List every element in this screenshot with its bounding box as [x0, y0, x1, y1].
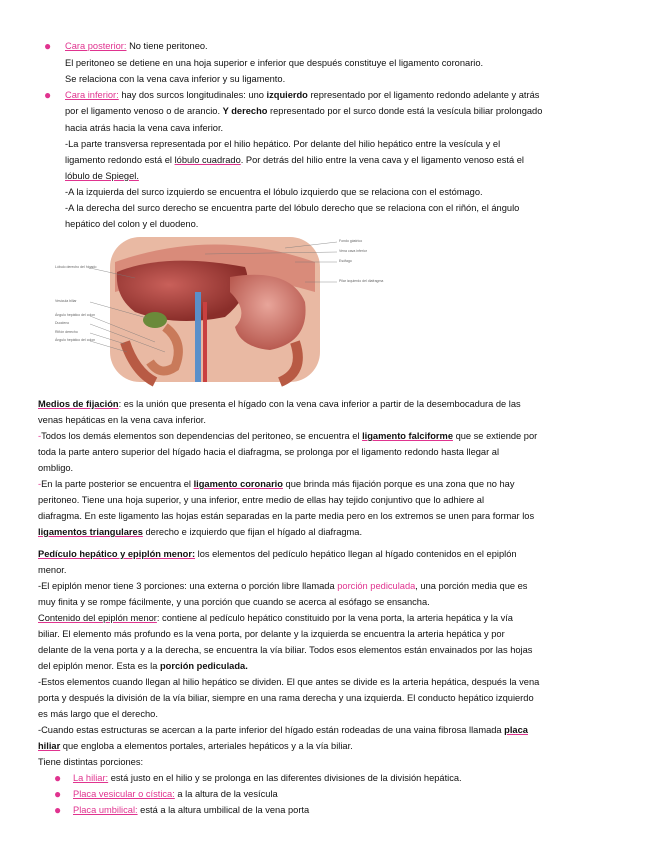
ligamentos-triangulares: ligamentos triangulares	[38, 527, 143, 537]
text-line: toda la parte antero superior del hígado hacia el diafragma, se prolonga por el ligamento redondo hasta llegar al	[38, 447, 500, 457]
fig-label: Riñón derecho	[55, 330, 78, 334]
text-line: delante de la vena porta y a la derecha, se encuentra la vía biliar. Todos esos elementos están envainados por las hojas	[38, 645, 533, 655]
text-line: venas hepáticas en la vena cava inferior.	[38, 415, 206, 425]
fig-label: Lóbulo derecho del hígado	[55, 265, 97, 269]
text-line: ligamentos triangulares derecho e izquierdo que fijan el hígado al diafragma.	[38, 527, 363, 537]
cara-posterior-title: Cara posterior:	[65, 41, 127, 51]
text-line: diafragma. En este ligamento las hojas están separadas en la parte media pero en los extremos se unen para formar los	[38, 511, 535, 521]
text-line: biliar. El elemento más profundo es la vena porta, por delante y la izquierda se encuentra la arteria hepática y por	[38, 629, 505, 639]
text-line: -En la parte posterior se encuentra el ligamento coronario que brinda más fijación porque es una zona que no hay	[38, 479, 515, 489]
text-line: Medios de fijación: es la unión que presenta el hígado con la vena cava inferior a partir de la desembocadura de las	[38, 399, 521, 409]
text-line: Tiene distintas porciones:	[38, 757, 144, 767]
lobulo-cuadrado: lóbulo cuadrado	[174, 155, 241, 165]
text-line: -Estos elementos cuando llegan al hilio hepático se dividen. El que antes se divide es la arteria hepática, después la vena	[38, 677, 540, 687]
text-line: del epiplón menor. Esta es la porción pediculada.	[38, 661, 248, 671]
bullet-dot: ●	[54, 771, 62, 785]
medios-fijacion-title: Medios de fijación	[38, 399, 119, 409]
text-line: peritoneo. Tiene una hoja superior, y una inferior, entre medio de ellas hay tejido conjuntivo que lo adhiere al	[38, 495, 485, 505]
pediculo-title: Pedículo hepático y epiplón menor:	[38, 549, 196, 559]
fig-label: Ángulo hepático del colon	[55, 338, 96, 342]
text-line: Contenido del epiplón menor: contiene al pedículo hepático constituido por la vena porta, la arteria hepática y la vía	[38, 613, 513, 623]
cara-posterior-line: Cara posterior: No tiene peritoneo.	[65, 41, 208, 51]
fig-label: Vena cava inferior	[339, 249, 368, 253]
lobulo-spiegel: lóbulo de Spiegel.	[65, 171, 139, 181]
porcion-pediculada-bold: porción pediculada.	[159, 661, 248, 671]
vena-cava-shape	[195, 292, 201, 382]
text-line: por el ligamento venoso o de arancio. Y derecho representado por el surco donde está la vesícula biliar prolongado	[65, 106, 543, 116]
cara-inferior-line: Cara inferior: hay dos surcos longitudinales: uno izquierdo representado por el ligamento redondo adelante y atrás	[65, 90, 540, 100]
bullet-dot: ●	[54, 803, 62, 817]
text-line: -A la izquierda del surco izquierdo se encuentra el lóbulo izquierdo que se relaciona con el estómago.	[65, 187, 483, 197]
porcion-pediculada: porción pediculada	[337, 581, 416, 591]
text-line: hiliar que engloba a elementos portales, arteriales hepáticos y a la vía biliar.	[38, 741, 353, 751]
gallbladder-shape	[143, 312, 167, 328]
text-line: hacia atrás hacia la vena cava inferior.	[65, 123, 224, 133]
text-line: -Todos los demás elementos son dependencias del peritoneo, se encuentra el ligamento falciforme que se extiende por	[38, 431, 538, 441]
text-line: -Cuando estas estructuras se acercan a la parte inferior del hígado están rodeadas de una vaina fibrosa llamada placa	[38, 725, 528, 735]
text-line: porta y después la división de la vía biliar, siempre en una rama derecha y una izquierda. El conducto hepático izquierdo	[38, 693, 534, 703]
text-line: Pedículo hepático y epiplón menor: los elementos del pedículo hepático llegan al hígado contenidos en el epiplón	[38, 549, 517, 559]
anatomy-figure	[55, 232, 384, 382]
bullet-dot: ●	[54, 787, 62, 801]
list-item: Placa vesicular o cística: a la altura de la vesícula	[73, 789, 278, 799]
bullet-dot: ●	[44, 88, 52, 102]
text-line: ombligo.	[38, 463, 74, 473]
fig-label: Esófago	[339, 259, 352, 263]
bullet-dot: ●	[44, 39, 52, 53]
liver-shape	[117, 261, 248, 321]
list-item: La hiliar: está justo en el hilio y se prolonga en las diferentes divisiones de la división hepática.	[73, 773, 462, 783]
fig-label: Pilar izquierdo del diafragma	[339, 279, 384, 283]
text-line: El peritoneo se detiene en una hoja superior e inferior que después constituye el ligamento coronario.	[65, 58, 484, 68]
fig-label: Fondo gástrico	[339, 239, 363, 243]
aorta-shape	[203, 302, 207, 382]
placa-hiliar: placa	[504, 725, 528, 735]
text-line: hepático del colon y el duodeno.	[65, 219, 199, 229]
text-line: Se relaciona con la vena cava inferior y su ligamento.	[65, 74, 286, 84]
contenido-epiplon: Contenido del epiplón menor	[38, 613, 157, 623]
ligamento-coronario: ligamento coronario	[193, 479, 283, 489]
text-line: es más largo que el derecho.	[38, 709, 158, 719]
fig-label: Vesícula biliar	[55, 299, 77, 303]
fig-label: Duodeno	[55, 321, 70, 325]
text-line: ligamento redondo está el lóbulo cuadrado. Por detrás del hilio entre la vena cava y el ligamento venoso está el	[65, 155, 524, 165]
cara-inferior-title: Cara inferior:	[65, 90, 119, 100]
text-line: muy finita y se rompe fácilmente, y una porción que cuando se acerca al esófago se ensancha.	[38, 597, 430, 607]
text-line	[65, 168, 139, 185]
placa-hiliar-cont: hiliar	[38, 741, 61, 751]
list-item: Placa umbilical: está a la altura umbilical de la vena porta	[73, 805, 310, 815]
text-line: -A la derecha del surco derecho se encuentra parte del lóbulo derecho que se relaciona con el riñón, el ángulo	[65, 203, 520, 213]
ligamento-falciforme: ligamento falciforme	[362, 431, 453, 441]
text-line: menor.	[38, 565, 67, 575]
text-line: -La parte transversa representada por el hilio hepático. Por delante del hilio hepático entre la vesícula y el	[65, 139, 501, 149]
fig-label: Ángulo hepático del colon	[55, 313, 96, 317]
text-line: -El epiplón menor tiene 3 porciones: una externa o porción libre llamada porción pediculada, una porción media que es	[38, 581, 528, 591]
